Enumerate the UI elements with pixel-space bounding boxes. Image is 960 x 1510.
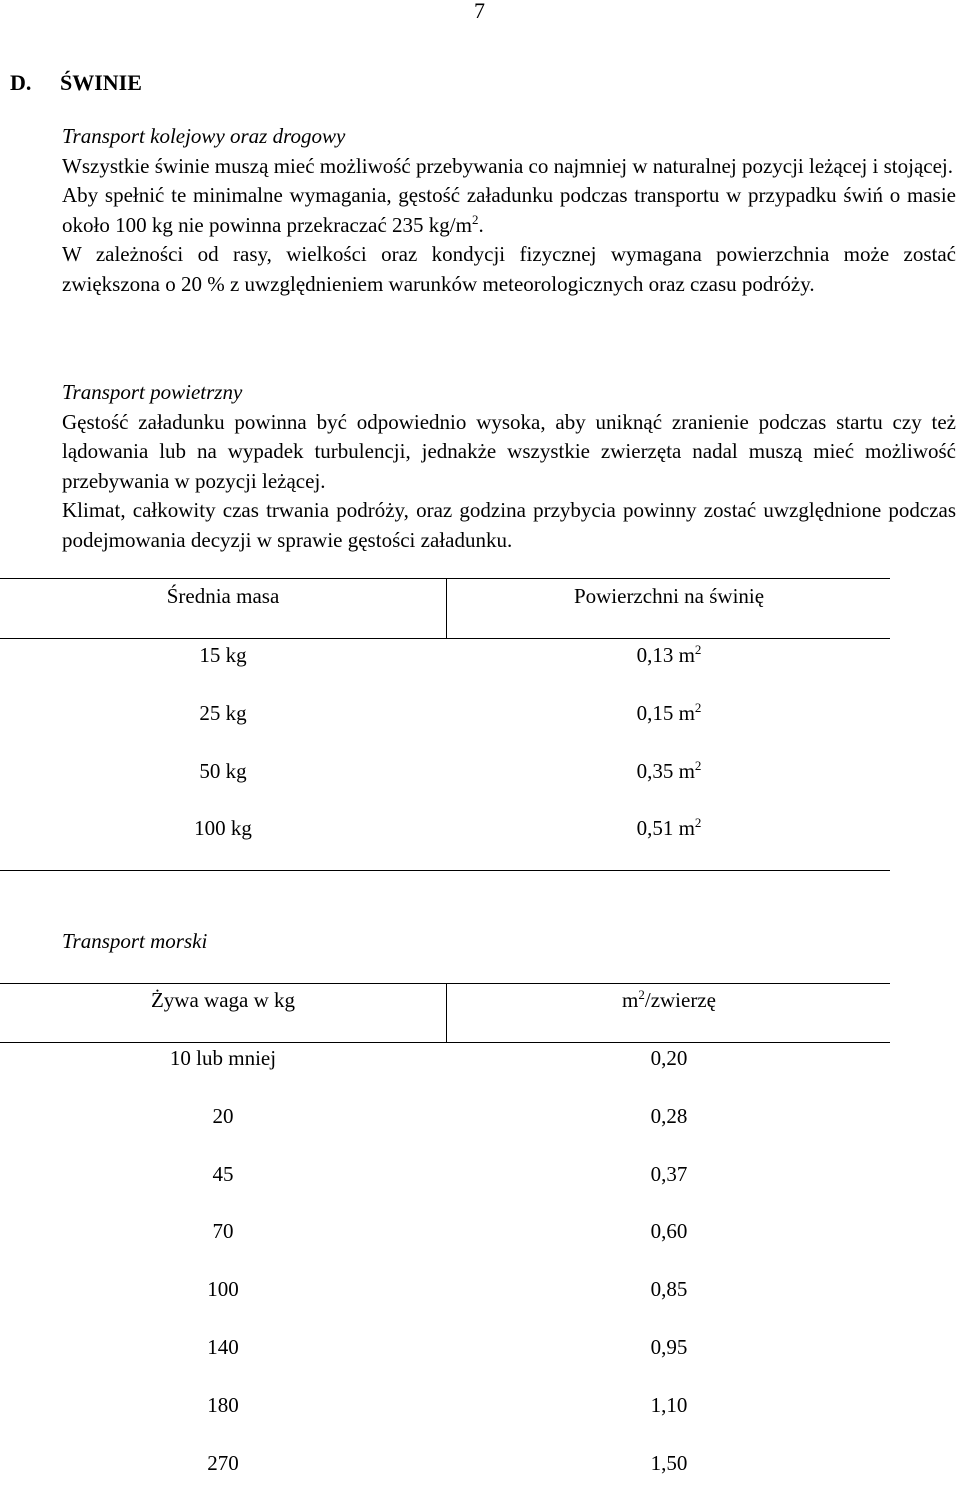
table-cell-area [446,814,892,844]
table-top-rule [0,983,890,984]
air-heading: Transport powietrzny [62,380,243,404]
table-cell-mass: 15 kg [199,643,247,667]
table-header-mass: Średnia masa [166,584,280,608]
table-cell-weight: 100 [207,1277,239,1301]
rail-road-heading: Transport kolejowy oraz drogowy [62,124,346,148]
superscript: 2 [471,211,479,227]
paragraph-2-end: . [478,212,484,237]
header-unit-suffix: /zwierzę [644,988,716,1012]
table-cell-area: 0,85 [650,1277,688,1301]
sea-density-table [0,983,890,1503]
page-number: 7 [474,0,485,23]
air-section [62,378,956,555]
table-top-rule [0,578,890,579]
section-letter: D. [10,70,32,95]
table-cell-weight: 270 [207,1451,239,1475]
superscript: 2 [694,758,702,773]
table-cell-area [446,699,892,729]
table-cell-area [446,641,892,671]
superscript: 2 [694,642,702,657]
air-paragraph-1: Gęstość załadunku powinna być odpowiednio wysoka, aby uniknąć zranienie podczas startu czy też lądowania lub na wypadek turbulencji, jednakże wszystkie zwierzęta nadal muszą mieć możliwość przebywania w pozycji leżącej. [62,409,956,493]
table-bottom-rule [0,870,890,871]
table-cell-weight: 70 [212,1219,234,1243]
table-cell-area [446,757,892,787]
sea-section [62,927,956,957]
area-value: 0,13 m [636,643,695,667]
table-cell-mass: 50 kg [199,759,247,783]
table-header-weight: Żywa waga w kg [150,988,296,1012]
table-cell-area: 0,95 [650,1335,688,1359]
table-cell-area: 1,50 [650,1451,688,1475]
section-heading [10,68,142,98]
sea-heading: Transport morski [62,929,208,953]
section-title: ŚWINIE [60,70,142,95]
table-cell-weight: 45 [212,1162,234,1186]
rail-road-paragraph-2 [62,181,956,240]
table-cell-area: 0,28 [650,1104,688,1128]
header-unit: m [622,988,639,1012]
table-cell-mass: 100 kg [194,816,252,840]
air-density-table [0,578,890,873]
paragraph-2-text: Aby spełnić te minimalne wymagania, gęstość załadunku podczas transportu w przypadku świń o masie około 100 kg nie powinna przekraczać 235 kg/m [62,183,956,237]
superscript: 2 [694,700,702,715]
table-header-area: Powierzchni na świnię [573,584,765,608]
table-cell-weight: 180 [207,1393,239,1417]
area-value: 0,35 m [636,759,695,783]
superscript: 2 [638,987,645,1002]
rail-road-paragraph-3: W zależności od rasy, wielkości oraz kondycji fizycznej wymagana powierzchnia może zostać zwiększona o 20 % z uwzględnieniem warunków meteorologicznych oraz czasu podróży. [62,242,956,296]
air-paragraph-2: Klimat, całkowity czas trwania podróży, oraz godzina przybycia powinny zostać uwzględnione podczas podejmowania decyzji w sprawie gęstości załadunku. [62,498,956,552]
table-header-rule [0,1042,890,1043]
rail-road-section [62,122,956,299]
table-cell-weight: 140 [207,1335,239,1359]
table-cell-weight: 10 lub mniej [169,1046,277,1070]
rail-road-paragraph-1: Wszystkie świnie muszą mieć możliwość przebywania co najmniej w naturalnej pozycji leżącej i stojącej. [62,153,954,178]
table-cell-area: 0,37 [650,1162,688,1186]
table-cell-area: 0,60 [650,1219,688,1243]
area-value: 0,51 m [636,816,695,840]
table-cell-area: 0,20 [650,1046,688,1070]
table-cell-weight: 20 [212,1104,234,1128]
table-cell-area: 1,10 [650,1393,688,1417]
area-value: 0,15 m [636,701,695,725]
table-header-area [446,986,892,1016]
table-header-rule [0,638,890,639]
table-cell-mass: 25 kg [199,701,247,725]
superscript: 2 [694,815,702,830]
